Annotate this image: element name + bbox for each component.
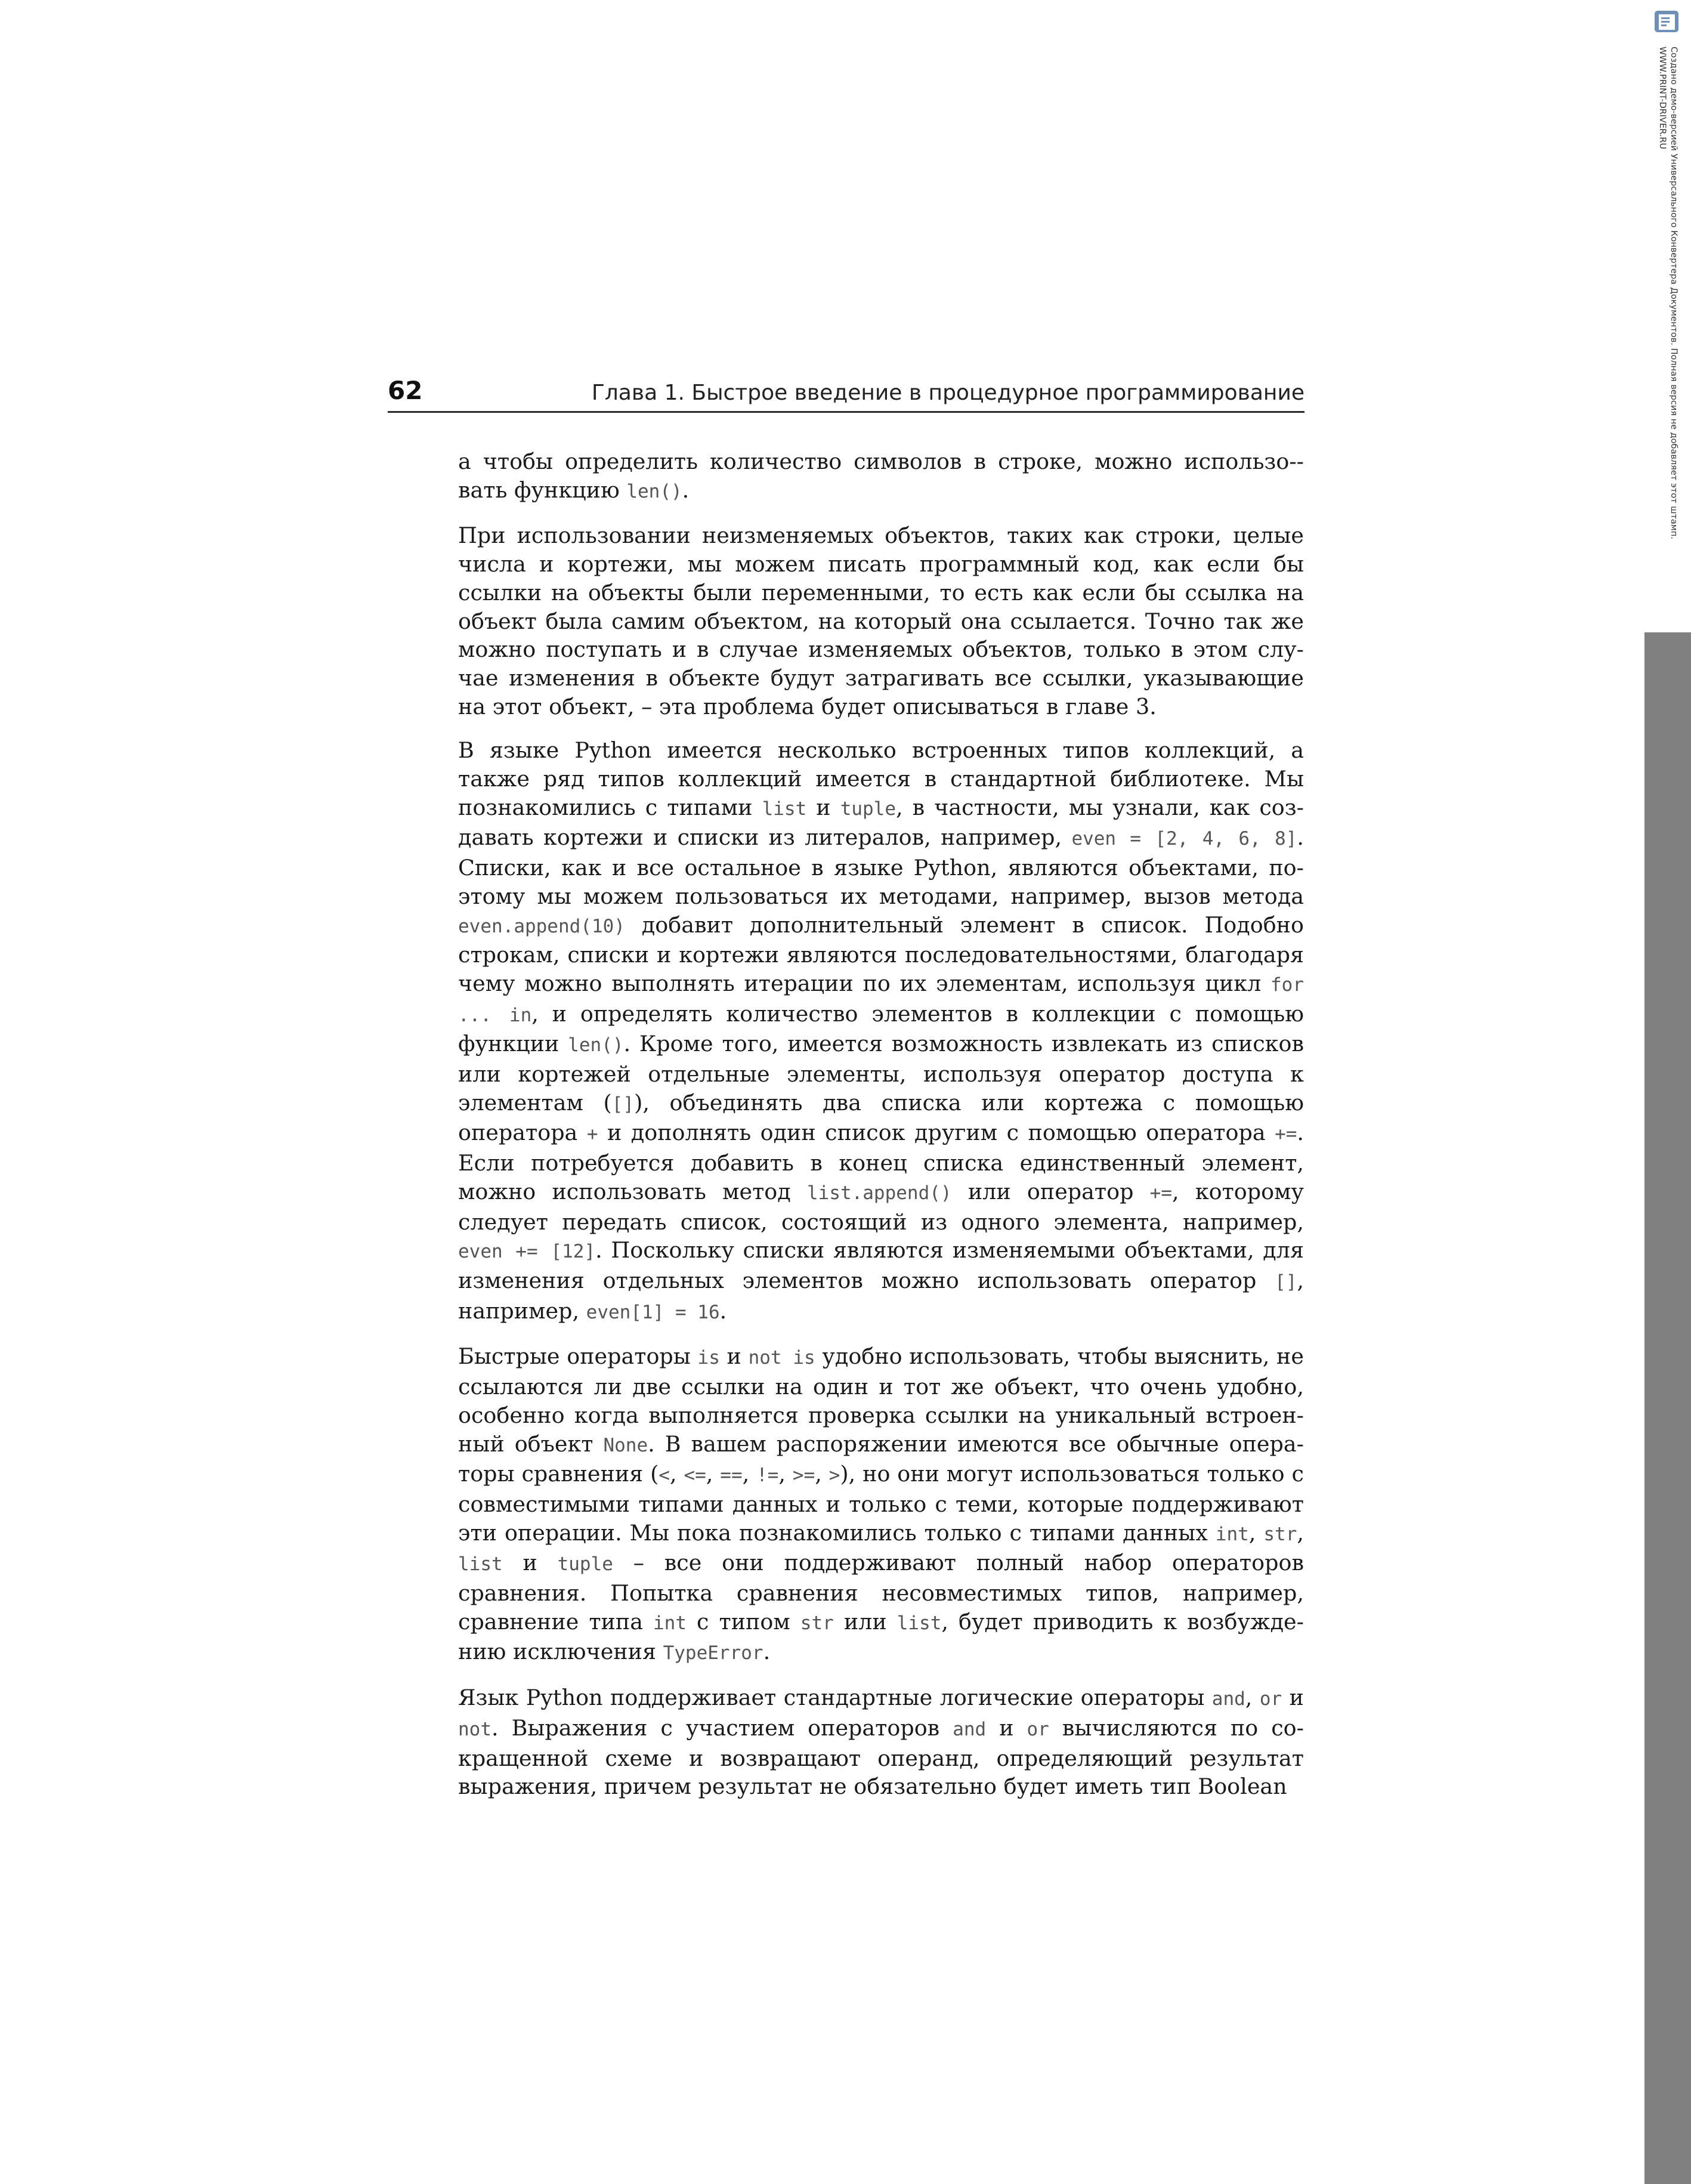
inline-code: >= bbox=[792, 1465, 815, 1487]
inline-code: [] bbox=[1275, 1271, 1297, 1293]
inline-code: < bbox=[659, 1465, 670, 1487]
inline-code: list.append() bbox=[806, 1182, 952, 1204]
inline-code: str bbox=[800, 1612, 834, 1634]
paragraph-3: В языке Python имеется несколько встроенных типов коллекций, а также ряд типов коллекций имеется в стандартной библиотеке. Мы познакомились с типами list и tuple, в частности, мы узнали, как создавать кортежи и списки из литералов, например, even = [2, 4, 6, 8]. Списки, как и все остальное в языке Python, являются объектами, поэтому мы можем пользоваться их методами, например, вызов метода even.append(10) добавит дополнительный элемент в список. Подобно строкам, списки и кортежи являются последовательностями, благодаря чему можно выполнять итерации по их элементам, используя цикл for ... in, и определять количество элементов в коллекции с помощью функции len(). Кроме того, имеется возможность извлекать из списков или кортежей отдельные элементы, используя оператор доступа к элементам ([]), объединять два списка или кортежа с помощью оператора + и дополнять один список другим с помощью оператора +=. Если потребуется добавить в конец списка единственный элемент, можно использовать метод list.append() или оператор +=, которому следует передать список, состоящий из одного элемента, например, even += [12]. Поскольку списки являются изменяемыми объектами, для изменения отдельных элементов можно использовать оператор [], например, even[1] = 16. bbox=[458, 737, 1304, 1324]
inline-code: and bbox=[953, 1718, 987, 1740]
inline-code: even = [2, 4, 6, 8] bbox=[1071, 828, 1297, 850]
watermark-line-2: WWW.PRINT-DRIVER.RU bbox=[1658, 47, 1667, 150]
inline-code: int bbox=[1215, 1523, 1249, 1545]
inline-code: tuple bbox=[557, 1553, 613, 1576]
inline-code: list bbox=[896, 1612, 942, 1634]
inline-code: not bbox=[458, 1718, 491, 1740]
inline-code: even += [12] bbox=[458, 1241, 596, 1263]
inline-code: None bbox=[603, 1434, 648, 1456]
inline-code: += bbox=[1149, 1182, 1172, 1204]
paragraph-5: Язык Python поддерживает стандартные логические операторы and, or и not. Выражения с участием операторов and и or вычисляются по сокращенной схеме и возвращают операнд, определяющий результат выражения, причем результат не обязательно будет иметь тип Boolean bbox=[458, 1685, 1304, 1800]
inline-code: or bbox=[1259, 1688, 1282, 1710]
inline-code: len() bbox=[568, 1034, 624, 1057]
body-text bbox=[458, 447, 1304, 1817]
inline-code: is bbox=[697, 1347, 720, 1369]
inline-code: <= bbox=[684, 1465, 706, 1487]
inline-code: + bbox=[586, 1123, 598, 1145]
inline-code: even.append(10) bbox=[458, 915, 625, 937]
watermark-sidebar bbox=[1644, 0, 1691, 2184]
inline-code: == bbox=[720, 1465, 743, 1487]
converter-logo-icon bbox=[1649, 6, 1684, 37]
chapter-title: Глава 1. Быстрое введение в процедурное программирование bbox=[591, 381, 1304, 405]
watermark-line-1: Создано демо-версией Универсального Конвертера Документов. Полная версия не добавляет этот штамп. bbox=[1669, 47, 1678, 539]
page-header bbox=[388, 373, 1304, 413]
inline-code: list bbox=[458, 1553, 503, 1576]
paragraph-2: При использовании неизменяемых объектов, таких как строки, целые числа и кортежи, мы можем писать программный код, как если бы ссылки на объекты были переменными, то есть как если бы ссылка на объект была самим объектом, на который она ссылается. Точно так же можно поступать и в случае изменяемых объектов, только в этом случае изменения в объекте будут затрагивать все ссылки, указывающие на этот объект, – эта проблема будет описываться в главе 3. bbox=[458, 523, 1304, 719]
inline-code: even[1] = 16 bbox=[586, 1301, 720, 1323]
inline-code: += bbox=[1275, 1123, 1297, 1145]
inline-code: not is bbox=[748, 1347, 815, 1369]
inline-code: and bbox=[1211, 1688, 1245, 1710]
inline-code: [] bbox=[611, 1093, 635, 1115]
inline-code: TypeError bbox=[663, 1642, 763, 1664]
inline-code: tuple bbox=[840, 798, 896, 820]
inline-code: str bbox=[1263, 1523, 1297, 1545]
inline-code: for ... in bbox=[458, 974, 1304, 1026]
inline-code: int bbox=[653, 1612, 687, 1634]
inline-code: len() bbox=[626, 480, 682, 502]
inline-code: or bbox=[1027, 1718, 1049, 1740]
inline-code: list bbox=[762, 798, 807, 820]
paragraph-1: а чтобы определить количество символов в строке, можно использо-вать функцию len(). bbox=[458, 449, 1304, 503]
paragraph-4: Быстрые операторы is и not is удобно использовать, чтобы выяснить, не ссылаются ли две ссылки на один и тот же объект, что очень удобно, особенно когда выполняется проверка ссылки на уникальный встроенный объект None. В вашем распоряжении имеются все обычные операторы сравнения (<, <=, ==, !=, >=, >), но они могут использоваться только с совместимыми типами данных и только с теми, которые поддерживают эти операции. Мы пока познакомились только с типами данных int, str, list и tuple – все они поддерживают полный набор операторов сравнения. Попытка сравнения несовместимых типов, например, сравнение типа int с типом str или list, будет приводить к возбуждению исключения TypeError. bbox=[458, 1343, 1304, 1665]
inline-code: > bbox=[829, 1465, 840, 1487]
page-number: 62 bbox=[388, 376, 423, 405]
inline-code: != bbox=[756, 1465, 779, 1487]
